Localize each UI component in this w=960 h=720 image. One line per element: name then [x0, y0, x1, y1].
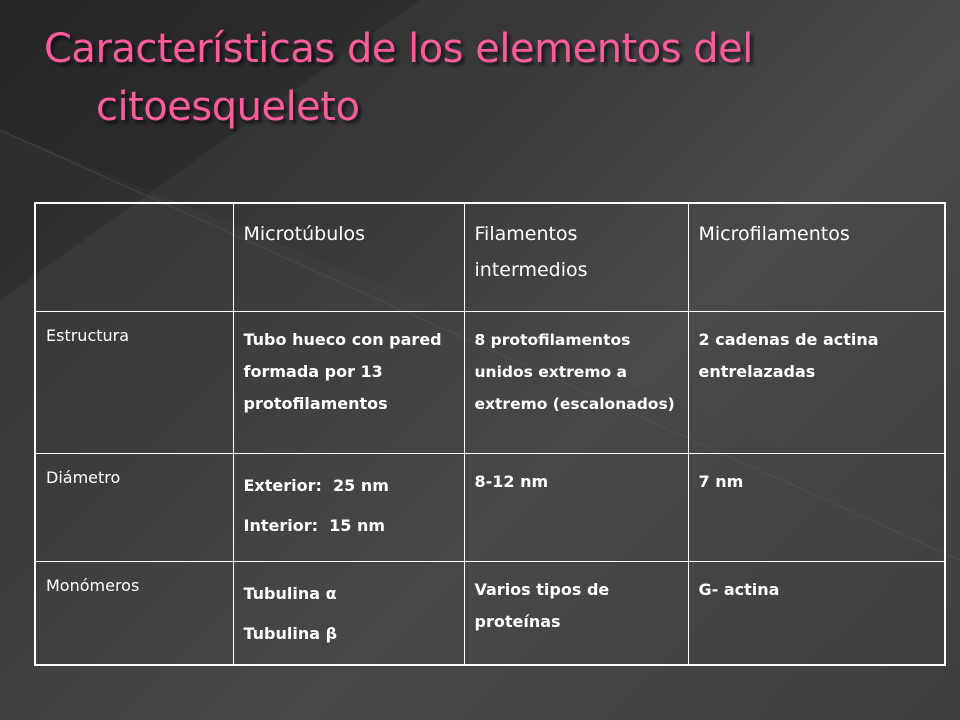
cell-text: Exterior: 25 nm: [243, 475, 389, 495]
cell-text: 7 nm: [698, 471, 744, 491]
table-header-row: [35, 203, 945, 311]
cell-text: 2 cadenas de actina entrelazadas: [698, 329, 879, 381]
cell-monomeros-microfilamentos: [688, 561, 945, 665]
slide-title-line-1: Características de los elementos del: [44, 26, 753, 72]
cell-diametro-filamentos: [464, 453, 688, 561]
row-label-monomeros: Monómeros: [35, 561, 233, 665]
cell-text: 8-12 nm: [474, 471, 549, 491]
header-cell-microtubulos: Microtúbulos: [233, 203, 464, 311]
cell-diametro-microtubulos: [233, 453, 464, 561]
cell-text: Tubo hueco con pared formada por 13 protofilamentos: [243, 329, 442, 413]
cell-text: 8 protofilamentos unidos extremo a extremo (escalonados): [474, 330, 675, 413]
cell-monomeros-filamentos: [464, 561, 688, 665]
cell-monomeros-microtubulos: [233, 561, 464, 665]
header-cell-filamentos-intermedios: Filamentos intermedios: [464, 203, 688, 311]
cell-text: Varios tipos de proteínas: [474, 579, 610, 631]
slide-title-line-2: citoesqueleto: [96, 84, 360, 130]
row-label-diametro: Diámetro: [35, 453, 233, 561]
cell-text: Tubulina α: [243, 583, 337, 603]
table-row-estructura: [35, 311, 945, 453]
header-cell-microfilamentos: Microfilamentos: [688, 203, 945, 311]
cell-estructura-microtubulos: [233, 311, 464, 453]
cell-estructura-filamentos: [464, 311, 688, 453]
slide-title: [44, 20, 924, 136]
cell-text: G- actina: [698, 579, 780, 599]
row-label-estructura: Estructura: [35, 311, 233, 453]
comparison-table: [34, 202, 946, 666]
cell-diametro-microfilamentos: [688, 453, 945, 561]
cell-text: Interior: 15 nm: [243, 515, 386, 535]
header-cell-empty: [35, 203, 233, 311]
cell-estructura-microfilamentos: [688, 311, 945, 453]
table-row-diametro: [35, 453, 945, 561]
table-row-monomeros: [35, 561, 945, 665]
cell-text: Tubulina β: [243, 623, 338, 643]
